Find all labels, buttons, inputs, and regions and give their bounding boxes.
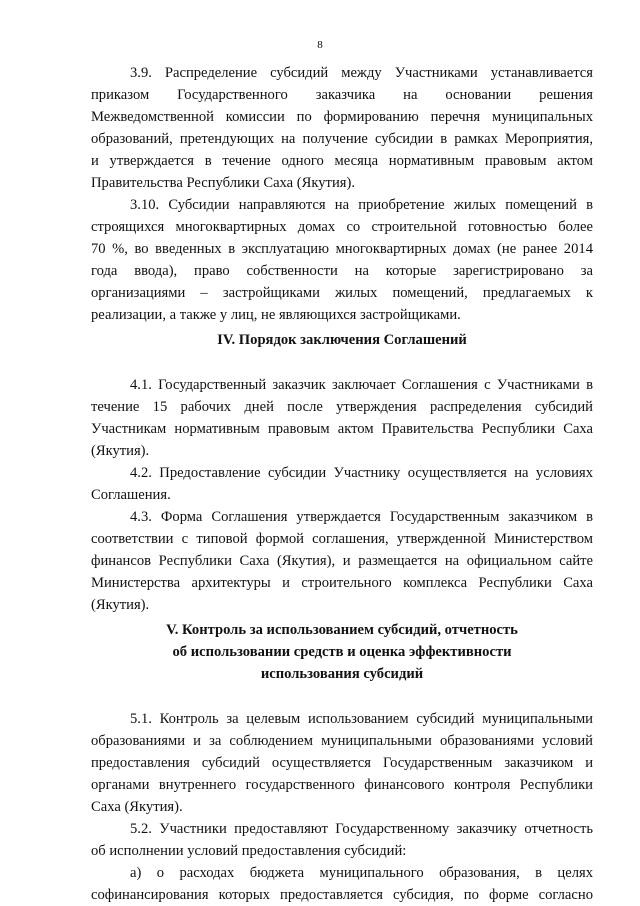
paragraph-3-9-line: 3.9. Распределение субсидий между Участниками устанавливается <box>130 65 593 81</box>
list-item-a-line: софинансирования которых предоставляется субсидия, по форме согласно <box>91 887 593 903</box>
paragraph-3-9-line: Межведомственной комиссии по формированию перечня муниципальных <box>91 109 593 125</box>
paragraph-3-9-line: Правительства Республики Саха (Якутия). <box>91 175 355 191</box>
paragraph-4-2-line: Соглашения. <box>91 487 171 503</box>
paragraph-5-1-line: предоставления субсидий осуществляется Государственным заказчиком и <box>91 755 593 771</box>
paragraph-3-10-line: 70 %, во введенных в эксплуатацию многоквартирных домах (не ранее 2014 <box>91 241 593 257</box>
paragraph-5-1-line: Саха (Якутия). <box>91 799 183 815</box>
paragraph-4-1-line: Участникам нормативным правовым актом Правительства Республики Саха <box>91 421 593 437</box>
page-number: 8 <box>317 39 323 51</box>
paragraph-3-9-line: приказом Государственного заказчика на основании решения <box>91 87 593 103</box>
list-item-a-line: а) о расходах бюджета муниципального образования, в целях <box>130 865 593 881</box>
paragraph-3-10-line: реализации, а также у лиц, не являющихся застройщиками. <box>91 307 461 323</box>
paragraph-5-1-line: образованиями и за соблюдением муниципальными образованиями условий <box>91 733 593 749</box>
paragraph-5-1-line: 5.1. Контроль за целевым использованием субсидий муниципальными <box>130 711 593 727</box>
section-heading-v: об использовании средств и оценка эффективности <box>172 644 512 660</box>
paragraph-5-1-line: органами внутреннего государственного финансового контроля Республики <box>91 777 593 793</box>
paragraph-3-10-line: года ввода), право собственности на которые зарегистрировано за <box>91 263 593 279</box>
paragraph-3-9-line: образований, претендующих на получение субсидии в рамках Мероприятия, <box>91 131 593 147</box>
paragraph-5-2-line: об исполнении условий предоставления субсидий: <box>91 843 407 859</box>
paragraph-4-3-line: соответствии с типовой формой соглашения, утвержденной Министерством <box>91 531 593 547</box>
paragraph-3-10-line: 3.10. Субсидии направляются на приобретение жилых помещений в <box>130 197 593 213</box>
section-heading-iv: IV. Порядок заключения Соглашений <box>217 332 467 348</box>
paragraph-4-3-line: 4.3. Форма Соглашения утверждается Государственным заказчиком в <box>130 509 593 525</box>
paragraph-5-2-line: 5.2. Участники предоставляют Государственному заказчику отчетность <box>130 821 593 837</box>
paragraph-4-1-line: (Якутия). <box>91 443 150 459</box>
paragraph-4-3-line: (Якутия). <box>91 597 150 613</box>
paragraph-3-9-line: и утверждается в течение одного месяца нормативным правовым актом <box>91 153 593 169</box>
section-heading-v: V. Контроль за использованием субсидий, отчетность <box>166 622 518 638</box>
paragraph-4-3-line: финансов Республики Саха (Якутия), и размещается на официальном сайте <box>91 553 593 569</box>
paragraph-4-3-line: Министерства архитектуры и строительного комплекса Республики Саха <box>91 575 593 591</box>
paragraph-4-2-line: 4.2. Предоставление субсидии Участнику осуществляется на условиях <box>130 465 593 481</box>
paragraph-3-10-line: строящихся многоквартирных домах со строительной готовностью более <box>91 219 593 235</box>
paragraph-4-1-line: 4.1. Государственный заказчик заключает Соглашения с Участниками в <box>130 377 593 393</box>
paragraph-3-10-line: организациями – застройщиками жилых помещений, предлагаемых к <box>91 285 593 301</box>
section-heading-v: использования субсидий <box>260 666 424 682</box>
paragraph-4-1-line: течение 15 рабочих дней после утверждения распределения субсидий <box>91 399 593 415</box>
